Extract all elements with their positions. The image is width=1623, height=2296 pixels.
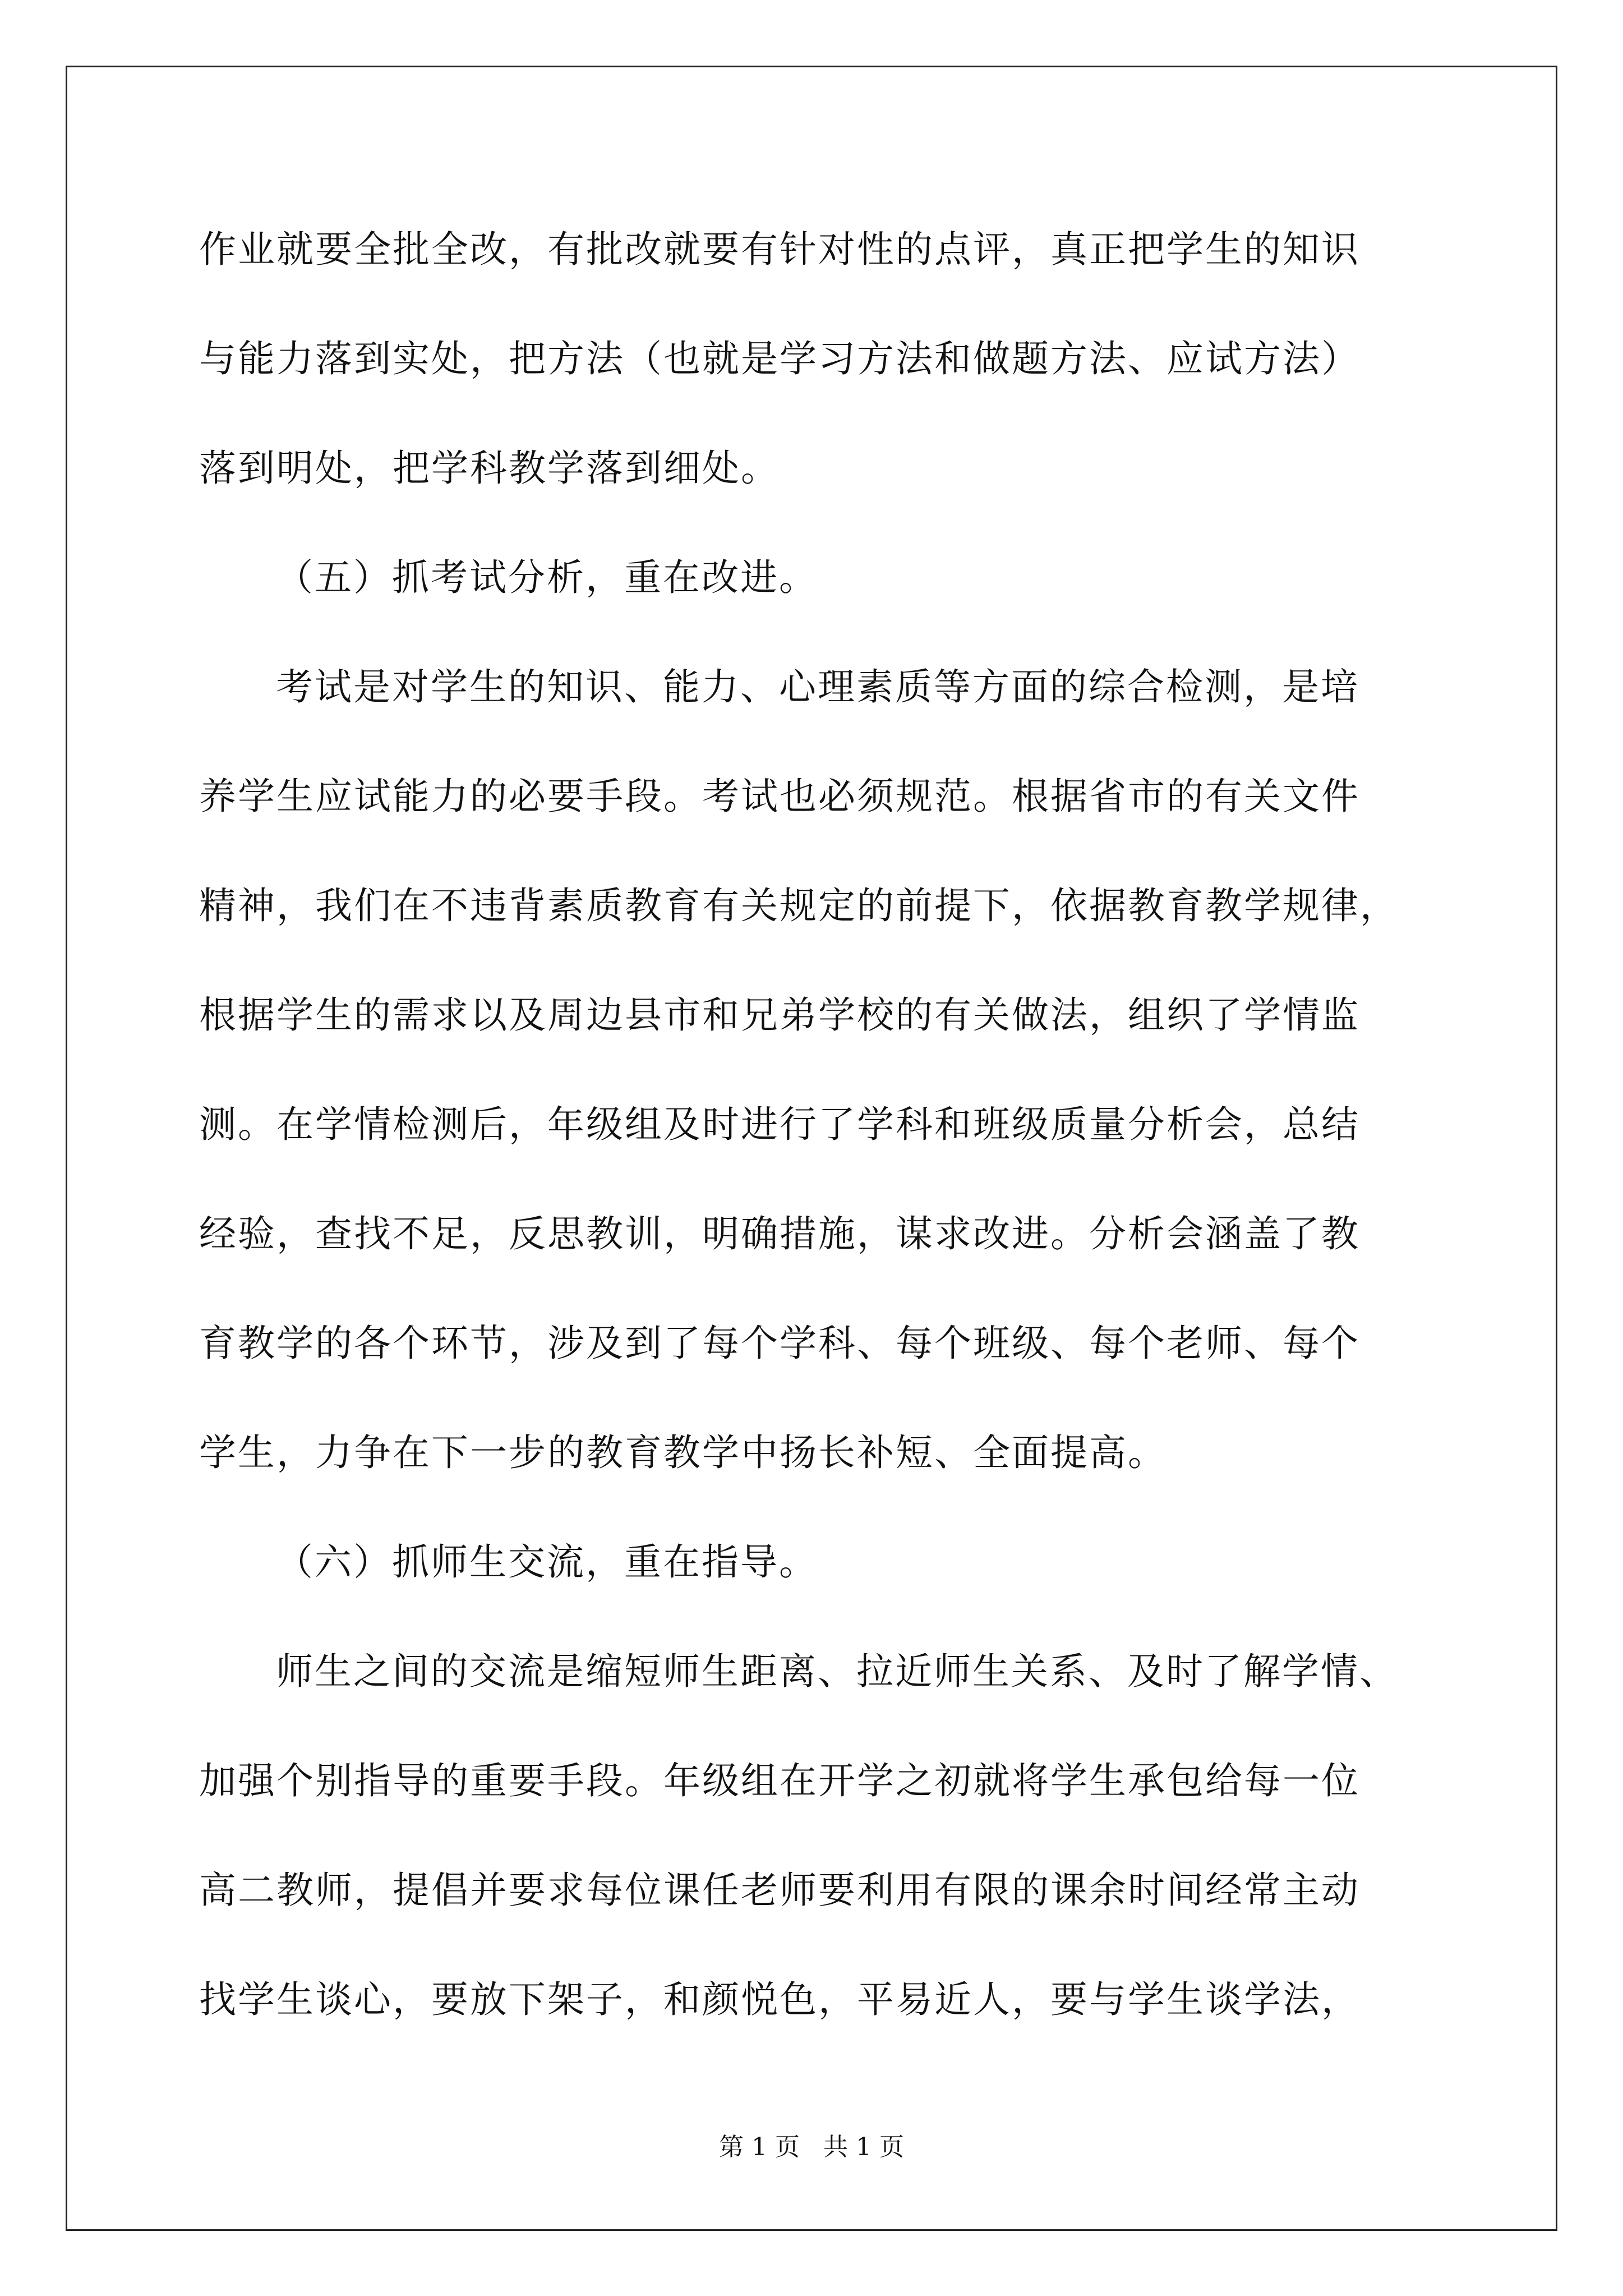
body-line-6: 养学生应试能力的必要手段。考试也必须规范。根据省市的有关文件 bbox=[199, 775, 1360, 818]
section-heading-6: （六）抓师生交流，重在指导。 bbox=[276, 1540, 818, 1584]
body-line-1: 作业就要全批全改，有批改就要有针对性的点评，真正把学生的知识 bbox=[199, 228, 1360, 271]
body-line-7: 精神，我们在不违背素质教育有关规定的前提下，依据教育教学规律， bbox=[199, 884, 1399, 927]
body-line-15: 加强个别指导的重要手段。年级组在开学之初就将学生承包给每一位 bbox=[199, 1759, 1360, 1802]
body-line-5: 考试是对学生的知识、能力、心理素质等方面的综合检测，是培 bbox=[276, 665, 1359, 708]
body-line-16: 高二教师，提倡并要求每位课任老师要利用有限的课余时间经常主动 bbox=[199, 1869, 1360, 1912]
body-line-11: 育教学的各个环节，涉及到了每个学科、每个班级、每个老师、每个 bbox=[199, 1322, 1360, 1365]
body-line-2: 与能力落到实处，把方法（也就是学习方法和做题方法、应试方法） bbox=[199, 337, 1360, 380]
body-line-14: 师生之间的交流是缩短师生距离、拉近师生关系、及时了解学情、 bbox=[276, 1650, 1398, 1693]
page-number-footer: 第 1 页 共 1 页 bbox=[719, 2133, 904, 2161]
body-line-3: 落到明处，把学科教学落到细处。 bbox=[199, 447, 780, 490]
body-line-8: 根据学生的需求以及周边县市和兄弟学校的有关做法，组织了学情监 bbox=[199, 993, 1360, 1037]
body-line-9: 测。在学情检测后，年级组及时进行了学科和班级质量分析会，总结 bbox=[199, 1103, 1360, 1146]
section-heading-5: （五）抓考试分析，重在改进。 bbox=[276, 556, 818, 599]
body-line-10: 经验，查找不足，反思教训，明确措施，谋求改进。分析会涵盖了教 bbox=[199, 1212, 1360, 1255]
body-line-17: 找学生谈心，要放下架子，和颜悦色，平易近人，要与学生谈学法， bbox=[199, 1978, 1360, 2021]
body-line-12: 学生，力争在下一步的教育教学中扬长补短、全面提高。 bbox=[199, 1431, 1166, 1474]
